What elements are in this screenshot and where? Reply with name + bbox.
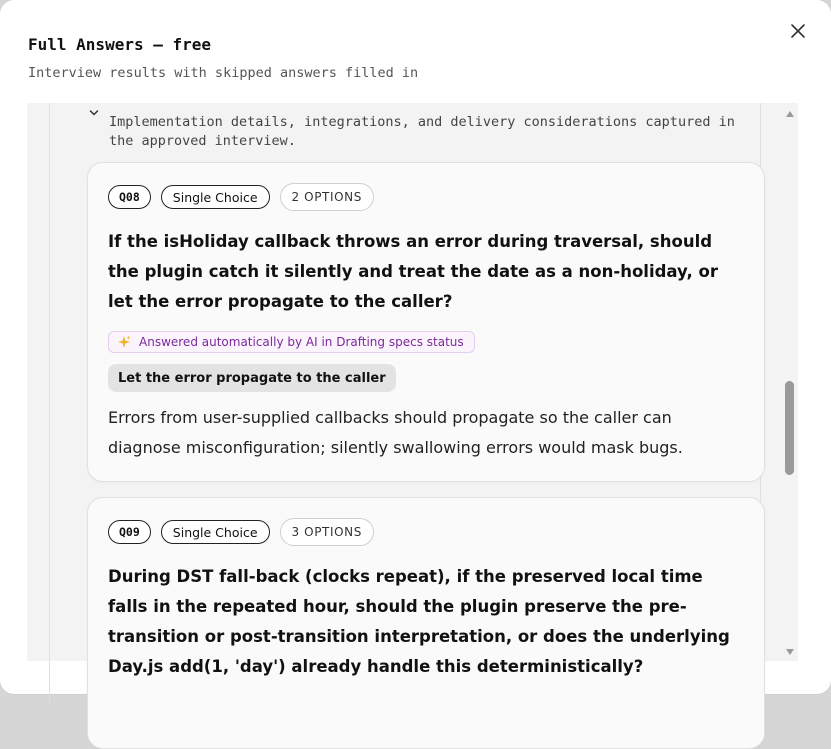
dialog-title: Full Answers — free xyxy=(28,35,212,54)
question-type-badge: Single Choice xyxy=(161,185,270,209)
scroll-up-arrow-icon[interactable] xyxy=(785,109,795,119)
answers-scroll-area[interactable] xyxy=(27,103,798,676)
question-card xyxy=(87,497,765,749)
close-icon xyxy=(791,24,805,38)
question-badges xyxy=(108,518,374,546)
question-card xyxy=(87,162,765,482)
question-type-badge: Single Choice xyxy=(161,520,270,544)
answer-rationale: Errors from user-supplied callbacks should propagate so the caller can diagnose misconfiguration; silently swallowing errors would mask bugs. xyxy=(108,408,683,457)
chevron-down-icon[interactable] xyxy=(88,107,100,119)
selected-answer: Let the error propagate to the caller xyxy=(108,364,396,392)
scrollbar-thumb[interactable] xyxy=(785,381,794,475)
options-count-badge: 2 OPTIONS xyxy=(280,183,374,211)
question-text: If the isHoliday callback throws an error during traversal, should the plugin catch it silently and treat the date as a non-holiday, or let the error propagate to the caller? xyxy=(108,232,719,311)
scroll-down-arrow-icon[interactable] xyxy=(785,647,795,657)
question-id-badge: Q08 xyxy=(108,185,151,209)
question-badges xyxy=(108,183,374,211)
ai-answered-text: Answered automatically by AI in Drafting specs status xyxy=(139,335,464,349)
dialog-subtitle: Interview results with skipped answers filled in xyxy=(28,65,419,81)
question-id-badge: Q09 xyxy=(108,520,151,544)
close-button[interactable] xyxy=(787,20,809,42)
options-count-badge: 3 OPTIONS xyxy=(280,518,374,546)
section-description: Implementation details, integrations, and delivery considerations captured in the approved interview. xyxy=(109,114,735,149)
question-text: During DST fall-back (clocks repeat), if the preserved local time falls in the repeated hour, should the plugin preserve the pre-transition or post-transition interpretation, or does the underlying Day.js add(1, 'day') already handle this deterministically? xyxy=(108,567,730,676)
vertical-scrollbar[interactable] xyxy=(782,103,798,661)
sparkles-icon xyxy=(117,335,131,349)
ai-answered-badge xyxy=(108,331,475,353)
section-implementation xyxy=(49,103,761,703)
